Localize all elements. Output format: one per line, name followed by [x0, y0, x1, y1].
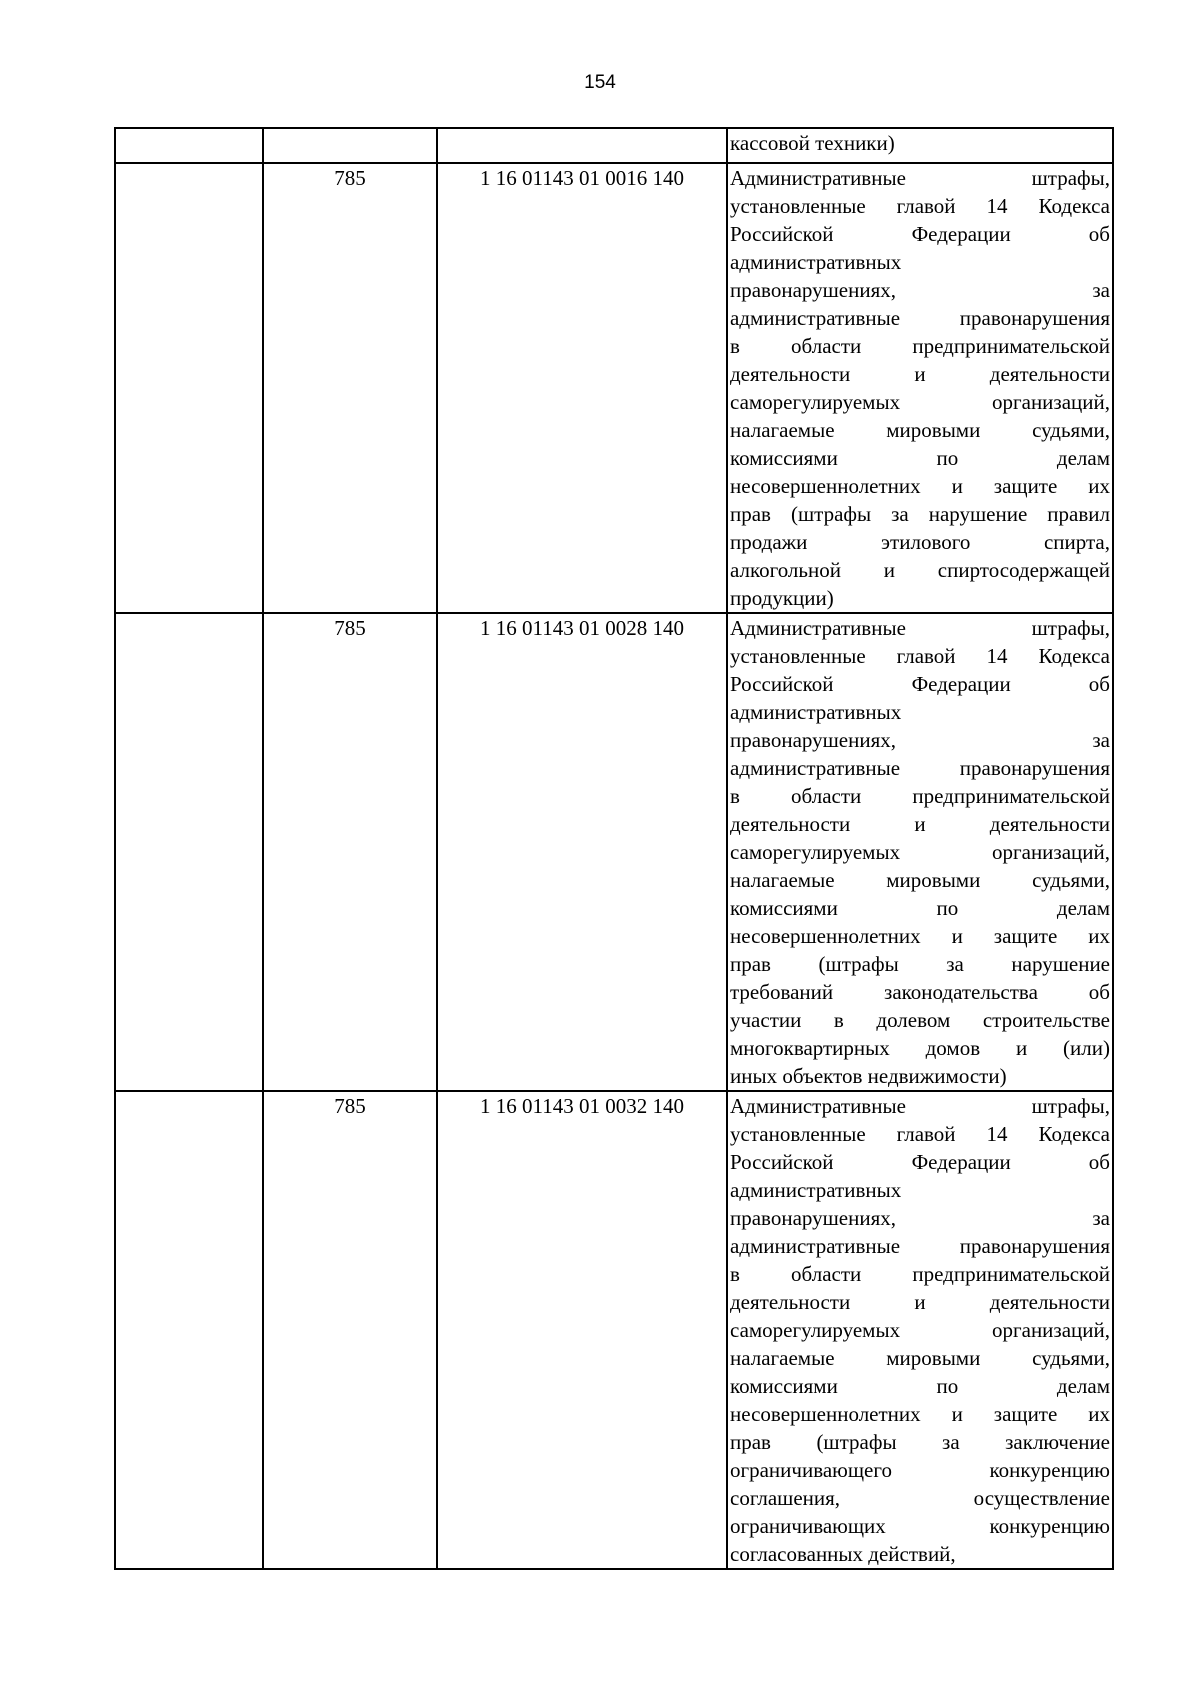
description-line: налагаемые мировыми судьями,: [730, 418, 1110, 442]
description-line: Административные штрафы,: [730, 166, 1110, 190]
description-line: ограничивающих конкуренцию: [730, 1514, 1110, 1538]
description-line: административные правонарушения: [730, 756, 1110, 780]
description-line: Российской Федерации об: [730, 1150, 1110, 1174]
page-number: 154: [584, 72, 616, 93]
description-line: иных объектов недвижимости): [730, 1064, 1007, 1088]
description-line: алкогольной и спиртосодержащей: [730, 558, 1110, 582]
description-line: комиссиями по делам: [730, 446, 1110, 470]
row-code-cell: [115, 613, 263, 1091]
description-line: продукции): [730, 586, 834, 610]
description-text: [728, 1092, 1112, 1568]
kbk-code-cell: 1 16 01143 01 0028 140: [437, 613, 727, 1091]
description-line: многоквартирных домов и (или): [730, 1036, 1110, 1060]
description-line: установленные главой 14 Кодекса: [730, 644, 1110, 668]
description-line: участии в долевом строительстве: [730, 1008, 1110, 1032]
description-line: согласованных действий,: [730, 1542, 956, 1566]
description-line: требований законодательства об: [730, 980, 1110, 1004]
description-text: [728, 164, 1112, 612]
description-line: установленные главой 14 Кодекса: [730, 1122, 1110, 1146]
row-code-cell: [115, 163, 263, 613]
kbk-code-cell: 1 16 01143 01 0016 140: [437, 163, 727, 613]
row-code-cell: [115, 128, 263, 163]
description-line: комиссиями по делам: [730, 1374, 1110, 1398]
description-line: Административные штрафы,: [730, 616, 1110, 640]
description-line: прав (штрафы за нарушение правил: [730, 502, 1110, 526]
description-line: правонарушениях, за: [730, 278, 1110, 302]
description-line: деятельности и деятельности: [730, 812, 1110, 836]
description-line: соглашения, осуществление: [730, 1486, 1110, 1510]
table-row: [115, 163, 1113, 613]
description-line: административных: [730, 700, 902, 724]
budget-codes-table: [114, 127, 1114, 1570]
admin-code-cell: 785: [263, 613, 437, 1091]
description-line: несовершеннолетних и защите их: [730, 924, 1110, 948]
description-cell: [727, 163, 1113, 613]
description-text: [728, 614, 1112, 1090]
description-line: административные правонарушения: [730, 1234, 1110, 1258]
table-row: [115, 613, 1113, 1091]
description-line: правонарушениях, за: [730, 1206, 1110, 1230]
kbk-code-cell: 1 16 01143 01 0032 140: [437, 1091, 727, 1569]
description-line: налагаемые мировыми судьями,: [730, 868, 1110, 892]
description-line: комиссиями по делам: [730, 896, 1110, 920]
description-line: прав (штрафы за нарушение: [730, 952, 1110, 976]
description-line: деятельности и деятельности: [730, 362, 1110, 386]
description-line: административные правонарушения: [730, 306, 1110, 330]
description-line: административных: [730, 1178, 902, 1202]
admin-code-cell: [263, 128, 437, 163]
description-text: [728, 129, 1112, 157]
description-cell: [727, 613, 1113, 1091]
description-line: несовершеннолетних и защите их: [730, 474, 1110, 498]
table-row: [115, 1091, 1113, 1569]
description-line: административных: [730, 250, 902, 274]
admin-code-cell: 785: [263, 163, 437, 613]
description-line: в области предпринимательской: [730, 334, 1110, 358]
description-line: несовершеннолетних и защите их: [730, 1402, 1110, 1426]
description-cell: [727, 1091, 1113, 1569]
description-line: правонарушениях, за: [730, 728, 1110, 752]
description-line: Российской Федерации об: [730, 672, 1110, 696]
description-line: саморегулируемых организаций,: [730, 840, 1110, 864]
description-line: Российской Федерации об: [730, 222, 1110, 246]
description-line: кассовой техники): [730, 131, 895, 155]
description-line: Административные штрафы,: [730, 1094, 1110, 1118]
description-line: налагаемые мировыми судьями,: [730, 1346, 1110, 1370]
description-line: ограничивающего конкуренцию: [730, 1458, 1110, 1482]
row-code-cell: [115, 1091, 263, 1569]
description-line: продажи этилового спирта,: [730, 530, 1110, 554]
description-line: установленные главой 14 Кодекса: [730, 194, 1110, 218]
description-line: деятельности и деятельности: [730, 1290, 1110, 1314]
table-row: [115, 128, 1113, 163]
description-line: саморегулируемых организаций,: [730, 390, 1110, 414]
description-line: в области предпринимательской: [730, 1262, 1110, 1286]
description-line: саморегулируемых организаций,: [730, 1318, 1110, 1342]
kbk-code-cell: [437, 128, 727, 163]
description-cell: [727, 128, 1113, 163]
admin-code-cell: 785: [263, 1091, 437, 1569]
description-line: в области предпринимательской: [730, 784, 1110, 808]
description-line: прав (штрафы за заключение: [730, 1430, 1110, 1454]
